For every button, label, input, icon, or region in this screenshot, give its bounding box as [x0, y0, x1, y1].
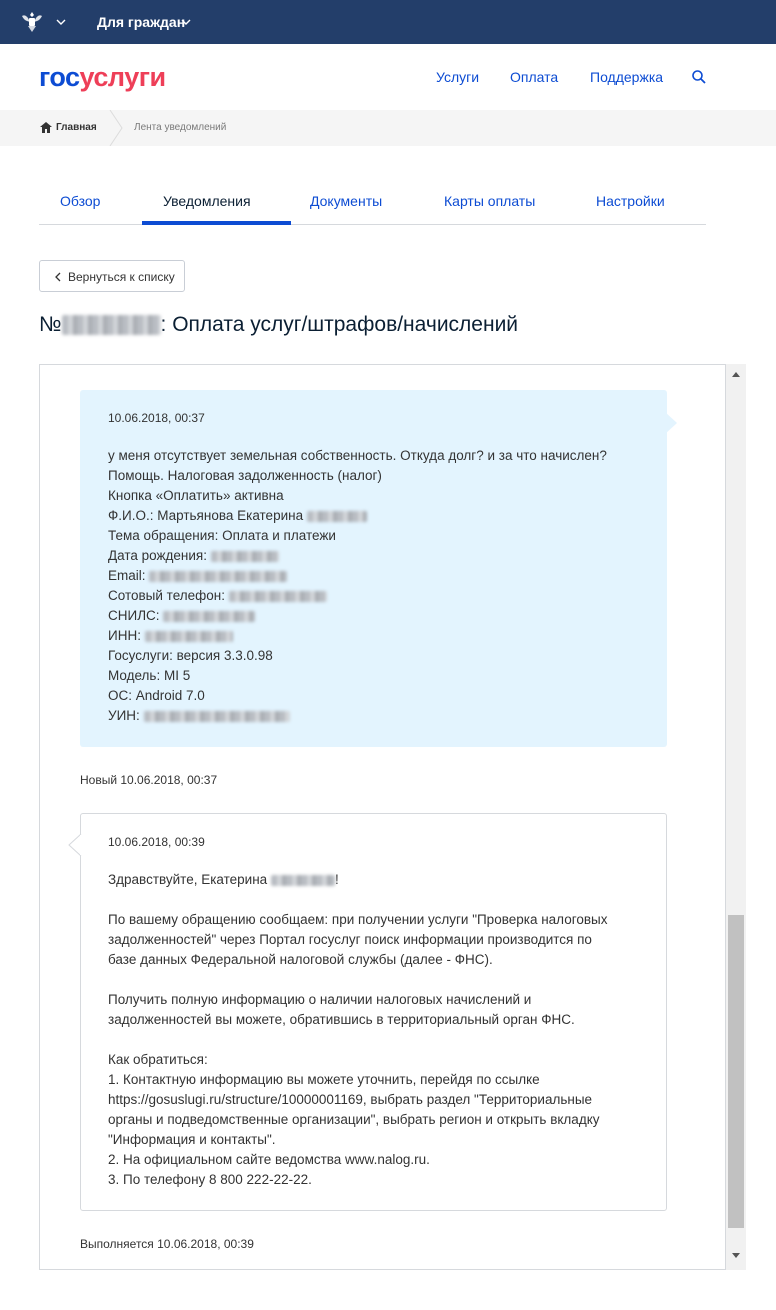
user-message-line: Кнопка «Оплатить» активна: [108, 488, 284, 503]
scroll-down-arrow-icon[interactable]: [731, 1252, 741, 1260]
tab-settings[interactable]: Настройки: [596, 193, 665, 209]
redacted-text: [229, 591, 327, 602]
user-message-line: Модель: MI 5: [108, 668, 191, 683]
user-message-line: Дата рождения:: [108, 548, 279, 563]
bubble-arrow: [665, 412, 677, 434]
gosuslugi-logo[interactable]: госуслуги: [39, 62, 166, 92]
tab-documents[interactable]: Документы: [310, 193, 383, 209]
coat-of-arms-icon[interactable]: [19, 10, 45, 34]
user-message-line: Email:: [108, 568, 287, 583]
reply-message-line: https://gosuslugi.ru/structure/10000001169, выбрать раздел "Территориальные: [108, 1092, 593, 1107]
user-message-line: Тема обращения: Оплата и платежи: [108, 528, 336, 543]
redacted-text: [271, 875, 335, 886]
redacted-text: [211, 551, 279, 562]
reply-message-line: 2. На официальном сайте ведомства www.nalog.ru.: [108, 1152, 430, 1167]
redacted-text: [145, 631, 233, 642]
tab-payment-cards[interactable]: Карты оплаты: [444, 193, 536, 209]
chevron-left-icon: [54, 272, 61, 282]
reply-message-line: задолженностей вы можете, обратившись в территориальный орган ФНС.: [108, 1012, 575, 1027]
top-bar: [0, 0, 776, 44]
scrollbar-thumb[interactable]: [728, 915, 744, 1228]
user-message-line: СНИЛС:: [108, 608, 255, 623]
reply-message-line: базе данных Федеральной налоговой службы (далее - ФНС).: [108, 952, 493, 967]
home-icon[interactable]: [40, 122, 52, 133]
chevron-down-icon[interactable]: [181, 17, 191, 27]
user-message-line: УИН:: [108, 708, 290, 723]
nav-payment[interactable]: Оплата: [510, 69, 559, 85]
site-header: [0, 44, 776, 110]
reply-message-line: "Информация и контакты".: [108, 1132, 276, 1147]
active-tab-indicator: [142, 221, 291, 225]
tab-notifications[interactable]: Уведомления: [163, 193, 251, 209]
tab-bar: [39, 180, 706, 225]
user-message-line: Сотовый телефон:: [108, 588, 327, 603]
breadcrumb-current: Лента уведомлений: [134, 122, 227, 133]
breadcrumb-separator: [108, 110, 124, 146]
reply-message-line: 1. Контактную информацию вы можете уточнить, перейдя по ссылке: [108, 1072, 540, 1087]
reply-message-status: Выполняется 10.06.2018, 00:39: [80, 1237, 254, 1251]
page-title: № : Оплата услуг/штрафов/начислений: [39, 313, 519, 336]
tab-overview[interactable]: Обзор: [60, 193, 101, 209]
scroll-up-arrow-icon[interactable]: [731, 370, 741, 378]
reply-message-line: задолженностей" через Портал госуслуг поиск информации производится по: [108, 932, 592, 947]
chevron-down-icon[interactable]: [56, 17, 66, 27]
user-message-status: Новый 10.06.2018, 00:37: [80, 773, 218, 787]
redacted-number: [62, 315, 161, 335]
reply-message-line: органы и подведомственные организации", выбрать регион и открыть вкладку: [108, 1112, 600, 1127]
citizens-menu[interactable]: Для граждан: [97, 14, 186, 30]
reply-message-line: 3. По телефону 8 800 222-22-22.: [108, 1172, 312, 1187]
user-message-line: у меня отсутствует земельная собственность. Откуда долг? и за что начислен?: [108, 448, 607, 463]
user-message-line: Госуслуги: версия 3.3.0.98: [108, 648, 273, 663]
reply-message-line: Как обратиться:: [108, 1052, 208, 1067]
search-icon[interactable]: [691, 69, 707, 85]
reply-greeting: Здравствуйте, Екатерина !: [108, 872, 339, 887]
redacted-text: [307, 511, 367, 522]
back-to-list-button[interactable]: Вернуться к списку: [39, 260, 185, 292]
breadcrumb-home[interactable]: Главная: [56, 122, 97, 133]
reply-message-line: Получить полную информацию о наличии налоговых начислений и: [108, 992, 532, 1007]
user-message-line: Ф.И.О.: Мартьянова Екатерина: [108, 508, 367, 523]
redacted-text: [144, 711, 290, 722]
nav-services[interactable]: Услуги: [436, 69, 480, 85]
redacted-text: [163, 611, 255, 622]
user-message-line: Помощь. Налоговая задолженность (налог): [108, 468, 382, 483]
user-message-line: ИНН:: [108, 628, 233, 643]
reply-message-timestamp: 10.06.2018, 00:39: [108, 835, 205, 849]
redacted-text: [149, 571, 287, 582]
nav-support[interactable]: Поддержка: [590, 69, 664, 85]
bubble-arrow: [68, 834, 82, 856]
reply-message-line: По вашему обращению сообщаем: при получении услуги "Проверка налоговых: [108, 912, 608, 927]
user-message-line: ОС: Android 7.0: [108, 688, 205, 703]
user-message-timestamp: 10.06.2018, 00:37: [108, 411, 205, 425]
